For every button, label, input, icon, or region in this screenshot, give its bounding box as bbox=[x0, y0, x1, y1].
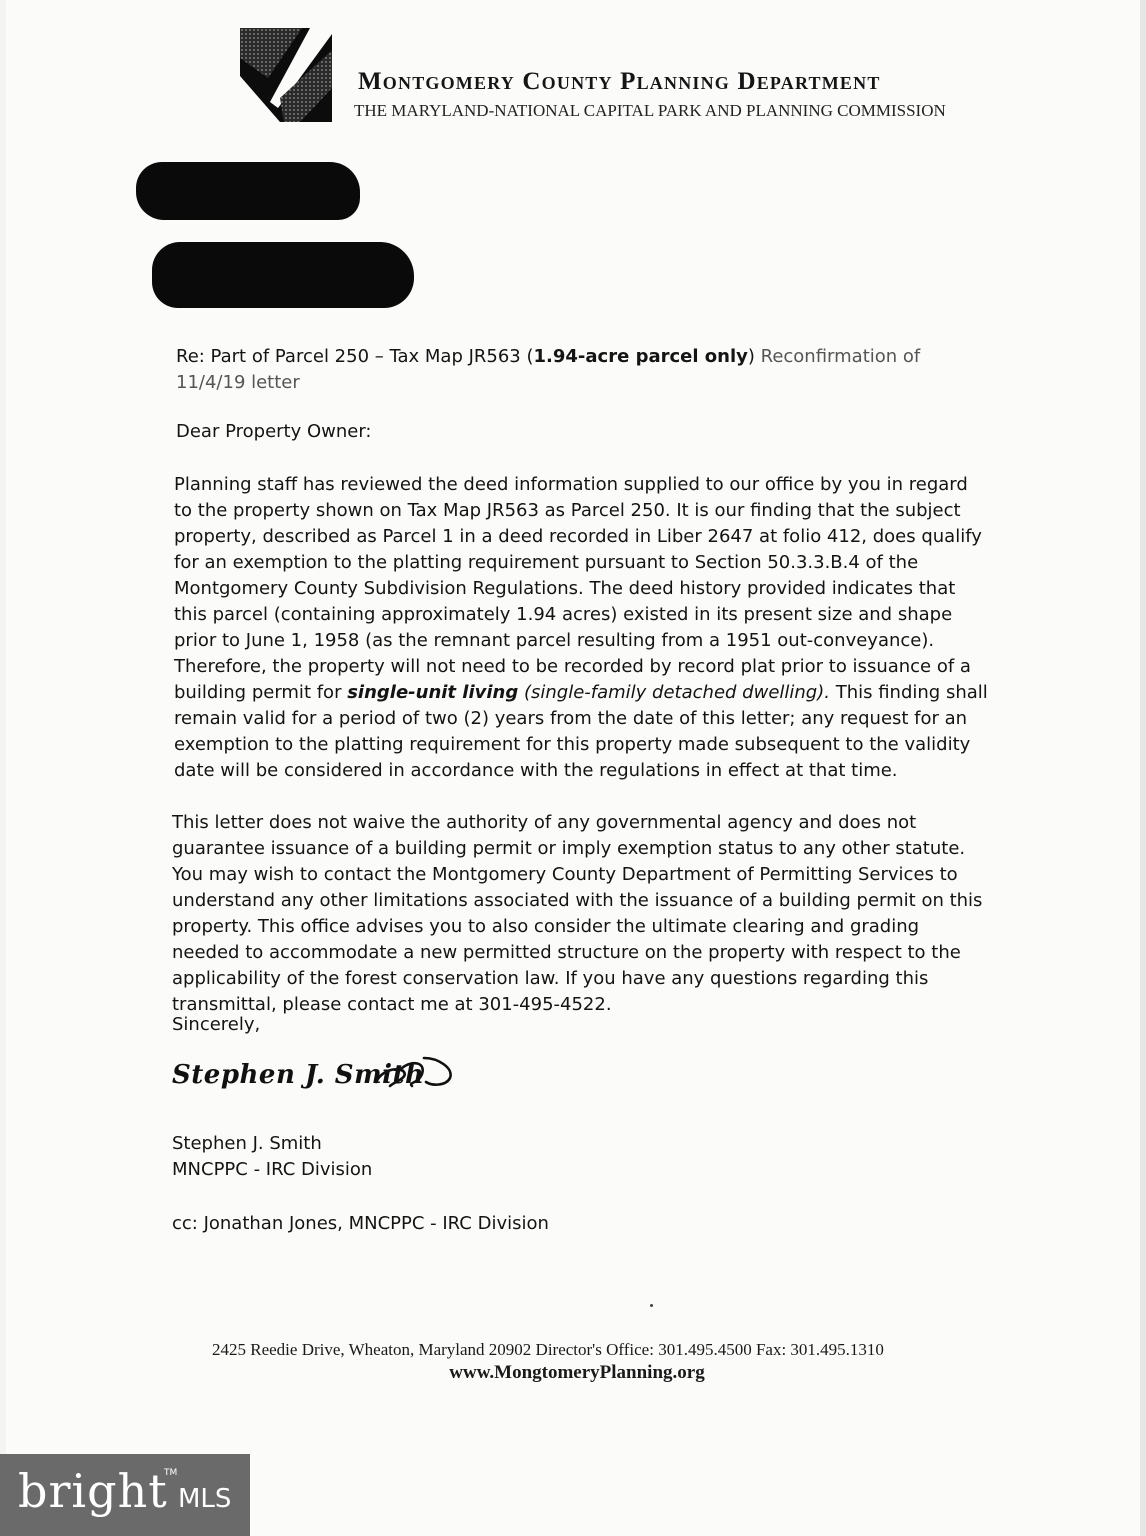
watermark-mls: MLS bbox=[178, 1484, 232, 1514]
salutation: Dear Property Owner: bbox=[176, 421, 372, 442]
scan-speck bbox=[650, 1304, 653, 1307]
cc-line: cc: Jonathan Jones, MNCPPC - IRC Division bbox=[172, 1213, 549, 1234]
signature-initials-icon bbox=[368, 1052, 460, 1096]
closing: Sincerely, bbox=[172, 1014, 261, 1035]
subject-line bbox=[176, 344, 966, 396]
finding-use-type: single-unit living bbox=[347, 682, 519, 703]
handwritten-signature bbox=[172, 1048, 472, 1104]
finding-paragraph bbox=[174, 472, 989, 784]
footer-address: 2425 Reedie Drive, Wheaton, Maryland 20902 Director's Office: 301.495.4500 Fax: 301.495.1310 bbox=[212, 1340, 884, 1359]
watermark-brand: bright bbox=[18, 1464, 168, 1518]
signer-block bbox=[172, 1131, 372, 1183]
watermark-trademark: TM bbox=[164, 1468, 178, 1478]
finding-text: Planning staff has reviewed the deed information supplied to our office by you in regard to the property shown on Tax Map JR563 as Parcel 250. It is our finding that the subject property, described as Parcel 1 in a deed recorded in Liber 2647 at folio 412, does qualify for an exemption to the platting requirement pursuant to Section 50.3.3.B.4 of the Montgomery County Subdivision Regulations. The deed history provided indicates that this parcel (containing approximately 1.94 acres) existed in its present size and shape prior to June 1, 1958 (as the remnant parcel resulting from a 1951 out-conveyance). Therefore, the property will not need to be recorded by record plat prior to issuance of a building permit for bbox=[174, 474, 982, 703]
footer-website[interactable]: www.MongtomeryPlanning.org bbox=[449, 1362, 705, 1383]
finding-use-detail: (single-family detached dwelling). bbox=[518, 682, 830, 703]
signer-name: Stephen J. Smith bbox=[172, 1133, 322, 1154]
redacted-recipient-address bbox=[152, 242, 414, 308]
planning-department-logo-icon bbox=[240, 28, 332, 122]
subject-suffix: ) bbox=[747, 346, 755, 367]
subject-bold: 1.94-acre parcel only bbox=[533, 346, 748, 367]
organization-subtitle: THE MARYLAND-NATIONAL CAPITAL PARK AND PLANNING COMMISSION bbox=[354, 101, 946, 120]
redacted-recipient-name bbox=[136, 162, 360, 220]
finding-validity: This finding shall remain valid for a period of two (2) years from the date of this letter; any request for an exemption to the platting requirement for this property made subsequent to the validity date will be considered in accordance with the regulations in effect at that time. bbox=[174, 682, 988, 781]
organization-title: Montgomery County Planning Department bbox=[358, 68, 881, 95]
bright-mls-watermark bbox=[0, 1454, 250, 1536]
disclaimer-paragraph: This letter does not waive the authority of any governmental agency and does not guarantee issuance of a building permit or imply exemption status to any other statute. You may wish to contact the Montgomery County Department of Permitting Services to understand any other limitations associated with the issuance of a building permit on this property. This office advises you to also consider the ultimate clearing and grading needed to accommodate a new permitted structure on the property with respect to the applicability of the forest conservation law. If you have any questions regarding this transmittal, please contact me at 301-495-4522. bbox=[172, 812, 983, 1015]
subject-prefix: Re: Part of Parcel 250 – Tax Map JR563 ( bbox=[176, 346, 534, 367]
page-edge bbox=[1140, 0, 1146, 1536]
subject-reconfirmation: Reconfirmation of 11/4/19 letter bbox=[176, 346, 921, 393]
signature-script: Stephen J. Smith bbox=[172, 1060, 425, 1090]
signer-division: MNCPPC - IRC Division bbox=[172, 1159, 373, 1180]
